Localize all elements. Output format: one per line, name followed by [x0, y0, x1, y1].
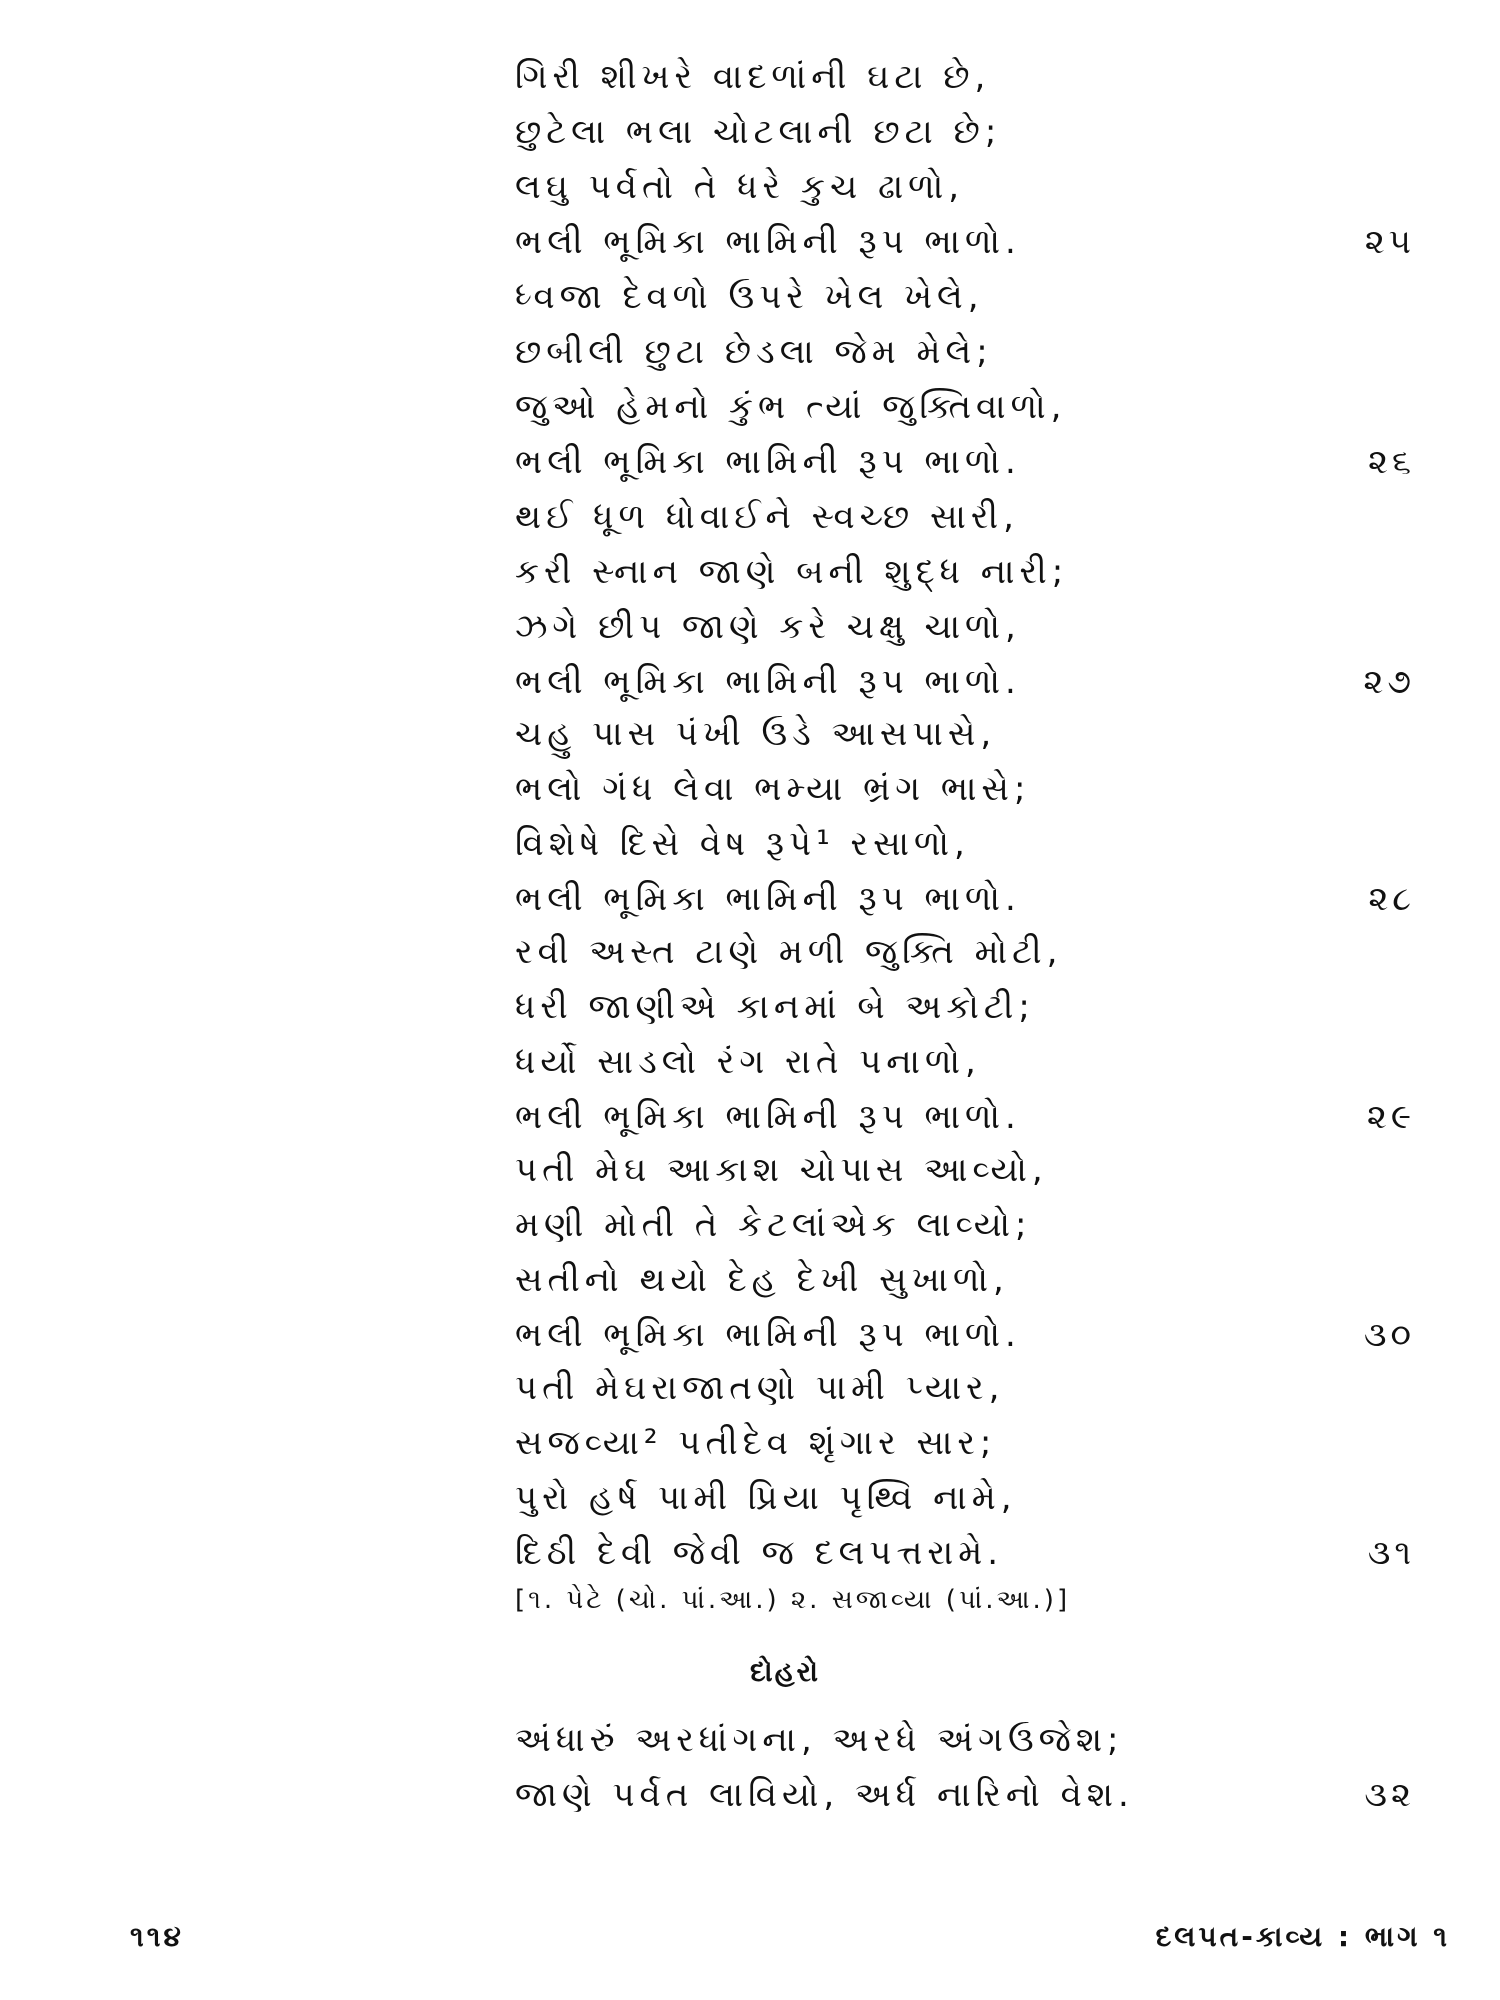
- verse-text: થઈ ધૂળ ધોવાઈને સ્વચ્છ સારી,: [515, 497, 1019, 537]
- footnote: [૧. પેટે (ચો. પાં.આ.) ૨. સજાવ્યા (પાં.આ.)]: [515, 1585, 1071, 1615]
- verse-line: [515, 1143, 1415, 1198]
- verse-line: [515, 817, 1415, 872]
- verse-text: છુટેલા ભલા ચોટલાની છટા છે;: [515, 112, 1002, 152]
- verse-line: [515, 925, 1415, 980]
- verse-text: ભલી ભૂમિકા ભામિની રૂપ ભાળો.: [515, 1097, 1021, 1137]
- verse-line: [515, 1361, 1415, 1416]
- stanza-number: ૩૧: [1367, 1533, 1415, 1573]
- running-title: દલપત-કાવ્ય : ભાગ ૧: [1155, 1920, 1450, 1953]
- verse-line: [515, 215, 1415, 270]
- verse-text: ભલી ભૂમિકા ભામિની રૂપ ભાળો.: [515, 1315, 1021, 1355]
- verse-text: રવી અસ્ત ટાણે મળી જુક્તિ મોટી,: [515, 932, 1063, 972]
- verse-line: [515, 762, 1415, 817]
- verse-line: [515, 872, 1415, 927]
- verse-text: સજવ્યા² પતીદેવ શૃંગાર સાર;: [515, 1423, 997, 1463]
- stanza-number: ૩૨: [1364, 1775, 1415, 1815]
- section-title: દોહરો: [750, 1655, 821, 1688]
- stanza-number: ૨૭: [1363, 662, 1415, 702]
- verse-text: પુરો હર્ષ પામી પ્રિયા પૃથ્વિ નામે,: [515, 1478, 1017, 1518]
- stanza-number: ૨૫: [1364, 222, 1415, 262]
- verse-text: ભલી ભૂમિકા ભામિની રૂપ ભાળો.: [515, 222, 1021, 262]
- stanza-29: [515, 925, 1415, 1145]
- stanza-26: [515, 270, 1415, 490]
- verse-text: કરી સ્નાન જાણે બની શુદ્ધ નારી;: [515, 552, 1069, 592]
- verse-line: [515, 490, 1415, 545]
- stanza-31: [515, 1361, 1415, 1581]
- verse-text: ભલો ગંધ લેવા ભમ્યા ભ્રંગ ભાસે;: [515, 769, 1031, 809]
- verse-text: જુઓ હેમનો કુંભ ત્યાં જુક્તિવાળો,: [515, 387, 1067, 427]
- verse-line: [515, 1253, 1415, 1308]
- verse-line: [515, 270, 1415, 325]
- verse-line: [515, 380, 1415, 435]
- verse-line: [515, 105, 1415, 160]
- stanza-28: [515, 707, 1415, 927]
- verse-text: વિશેષે દિસે વેષ રૂપે¹ રસાળો,: [515, 824, 970, 864]
- verse-line: [515, 1416, 1415, 1471]
- verse-text: ભલી ભૂમિકા ભામિની રૂપ ભાળો.: [515, 879, 1021, 919]
- stanza-number: ૨૬: [1368, 442, 1415, 482]
- verse-line: [515, 1090, 1415, 1145]
- verse-line: [515, 1035, 1415, 1090]
- verse-line: [515, 1308, 1415, 1363]
- verse-text: મણી મોતી તે કેટલાંએક લાવ્યો;: [515, 1205, 1032, 1245]
- verse-text: પતી મેઘ આકાશ ચોપાસ આવ્યો,: [515, 1150, 1048, 1190]
- verse-text: ચહુ પાસ પંખી ઉડે આસપાસે,: [515, 714, 997, 754]
- doha-stanza: [515, 1713, 1415, 1823]
- stanza-number: ૨૮: [1368, 879, 1415, 919]
- stanza-number: ૩૦: [1363, 1315, 1415, 1355]
- stanza-number: ૨૯: [1366, 1097, 1415, 1137]
- verse-text: ભલી ભૂમિકા ભામિની રૂપ ભાળો.: [515, 442, 1021, 482]
- verse-text: ધ્વજા દેવળો ઉપરે ખેલ ખેલે,: [515, 277, 984, 317]
- verse-line: [515, 545, 1415, 600]
- verse-text: જાણે પર્વત લાવિયો, અર્ધ નારિનો વેશ.: [515, 1775, 1134, 1815]
- stanza-30: [515, 1143, 1415, 1363]
- verse-line: [515, 1198, 1415, 1253]
- verse-line: [515, 50, 1415, 105]
- verse-line: [515, 1713, 1415, 1768]
- verse-text: ધરી જાણીએ કાનમાં બે અકોટી;: [515, 987, 1035, 1027]
- verse-line: [515, 160, 1415, 215]
- verse-text: ઝગે છીપ જાણે કરે ચક્ષુ ચાળો,: [515, 607, 1021, 647]
- stanza-27: [515, 490, 1415, 710]
- verse-line: [515, 600, 1415, 655]
- verse-line: [515, 980, 1415, 1035]
- verse-text: સતીનો થયો દેહ દેખી સુખાળો,: [515, 1260, 1009, 1300]
- verse-line: [515, 1768, 1415, 1823]
- verse-text: અંધારું અરધાંગના, અરધે અંગઉજેશ;: [515, 1720, 1124, 1760]
- stanza-25: [515, 50, 1415, 270]
- verse-text: ગિરી શીખરે વાદળાંની ઘટા છે,: [515, 57, 991, 97]
- verse-text: લઘુ પર્વતો તે ધરે કુચ ઢાળો,: [515, 167, 965, 207]
- verse-text: ધર્યો સાડલો રંગ રાતે પનાળો,: [515, 1042, 981, 1082]
- page-number: ૧૧૪: [130, 1920, 184, 1953]
- verse-line: [515, 325, 1415, 380]
- verse-text: દિઠી દેવી જેવી જ દલપત્તરામે.: [515, 1533, 1004, 1573]
- verse-text: છબીલી છુટા છેડલા જેમ મેલે;: [515, 332, 993, 372]
- verse-line: [515, 1471, 1415, 1526]
- verse-line: [515, 655, 1415, 710]
- verse-text: ભલી ભૂમિકા ભામિની રૂપ ભાળો.: [515, 662, 1021, 702]
- verse-line: [515, 435, 1415, 490]
- verse-text: પતી મેઘરાજાતણો પામી પ્યાર,: [515, 1368, 1005, 1408]
- verse-line: [515, 707, 1415, 762]
- verse-line: [515, 1526, 1415, 1581]
